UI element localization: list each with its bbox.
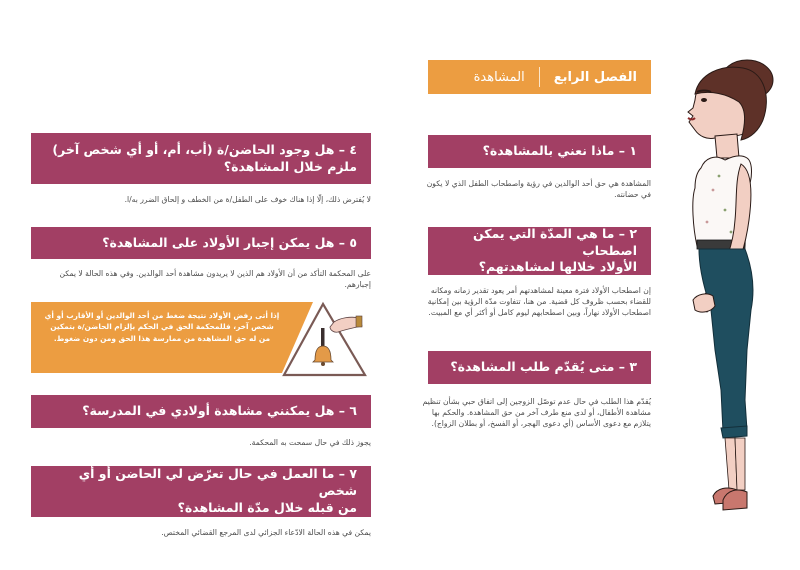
question-7-title-line1: ٧ – ما العمل في حال تعرّض لي الحاضن أو أي شخص xyxy=(78,466,357,499)
question-7-answer: يمكن في هذه الحالة الادّعاء الجزائي لدى المرجع القضائي المختص. xyxy=(161,528,371,537)
question-4-answer: لا يُفترض ذلك، إلّا إذا هناك خوف على الطفل/ة من الخطف و إلحاق الضرر به/ا. xyxy=(124,195,371,204)
question-2-title-line2: الأولاد خلالها لمشاهدتهم؟ xyxy=(478,259,637,275)
question-7-title-line2: من قبله خلال مدّة المشاهدة؟ xyxy=(177,499,357,515)
question-2-header xyxy=(428,227,651,275)
chapter-divider xyxy=(539,67,540,87)
question-3-header xyxy=(428,351,651,384)
question-2-title-line1: ٢ – ما هي المدّة التي يمكن اصطحاب xyxy=(472,225,637,258)
question-1-answer: المشاهدة هي حق أحد الوالدين في رؤية واصطحاب الطفل الذي لا يكون في حضانته. xyxy=(426,179,651,199)
question-6-answer: يجوز ذلك في حال سمحت به المحكمة. xyxy=(249,438,371,447)
question-3-answer: يُقدّم هذا الطلب في حال عدم توصّل الزوجين إلى اتفاق حبي بشأن تنظيم مشاهدة الأطفال، أو لدى منع طرف آخر من حق المشاهدة. والحكم بها يتلازم مع دعوى الأساس (أي دعوى الهجر، أو الفسخ، أو بطلان الزواج). xyxy=(422,397,651,428)
question-1-header xyxy=(428,135,651,168)
question-1-title: ١ – ماذا نعني بالمشاهدة؟ xyxy=(482,143,637,159)
question-4-header xyxy=(31,133,371,184)
chapter-topic: المشاهدة xyxy=(473,69,525,85)
question-3-title: ٣ – متى يُقدّم طلب المشاهدة؟ xyxy=(450,359,637,375)
chapter-label: الفصل الرابع xyxy=(553,69,637,85)
bell-warning-icon xyxy=(280,300,372,378)
question-6-header xyxy=(31,395,371,428)
question-2-answer: إن اصطحاب الأولاد فترة معينة لمشاهدتهم أمر يعود تقدير زمانه ومكانه للقضاء بحسب ظروف كل قضية. من هنا، تتفاوت مدّة الرؤية بين إمكانية اصطحاب الأولاد نهاراً، وبين اصطحابهم ليوم كامل أو أكثر أي مع المبيت. xyxy=(427,286,651,317)
question-5-title: ٥ – هل يمكن إجبار الأولاد على المشاهدة؟ xyxy=(102,234,357,250)
question-6-title: ٦ – هل يمكنني مشاهدة أولادي في المدرسة؟ xyxy=(82,403,357,419)
question-5-answer: على المحكمة التأكد من أن الأولاد هم الذين لا يريدون مشاهدة أحد الوالدين. وفي هذه الحالة لا يمكن إجبارهم. xyxy=(59,269,371,289)
note-callout-text: إذا أتى رفض الأولاد نتيجة ضغط من أحد الوالدين أو الأقارب أو أي شخص آخر، فللمحكمة الحق في الحكم بإلزام الحاضن/ة بتمكين من له حق المشاهدة من ممارسة هذا الحق ومن دون ضغوط. xyxy=(44,311,280,343)
question-4-title-line2: ملزم خلال المشاهدة؟ xyxy=(223,158,357,174)
woman-illustration xyxy=(655,50,800,550)
question-4-title-line1: ٤ – هل وجود الحاضن/ة (أب، أم، أو أي شخص آخر) xyxy=(52,141,357,157)
chapter-header-bar xyxy=(428,60,651,94)
question-7-header xyxy=(31,466,371,517)
question-5-header xyxy=(31,227,371,259)
